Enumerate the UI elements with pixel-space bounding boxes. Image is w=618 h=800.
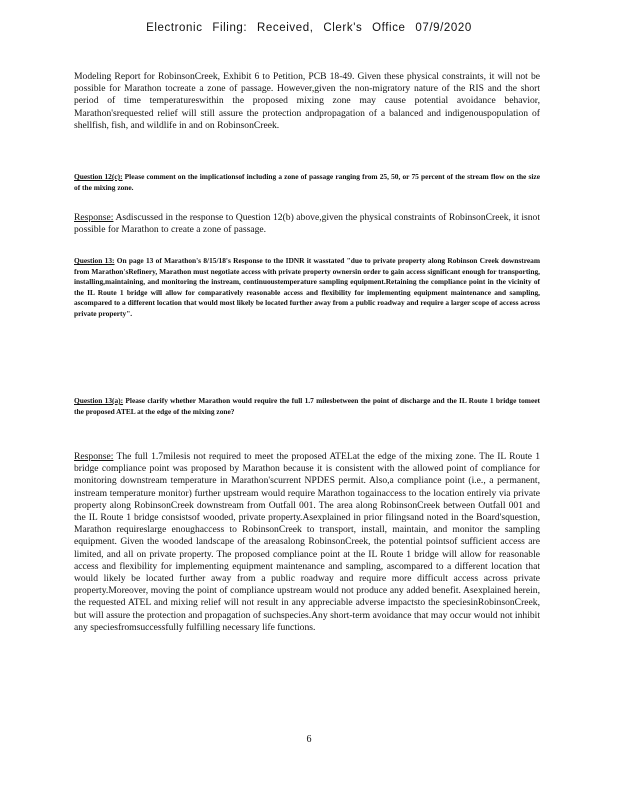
response-12c bbox=[74, 212, 540, 236]
response-13a bbox=[74, 451, 540, 634]
question-12c-text: Please comment on the implicationsof including a zone of passage ranging from 25, 50, or 75 percent of the stream flow on the size of the mixing zone. bbox=[74, 172, 540, 192]
intro-paragraph bbox=[74, 71, 540, 132]
question-13a-text: Please clarify whether Marathon would require the full 1.7 milesbetween the point of discharge and the IL Route 1 bridge tomeet the proposed ATEL at the edge of the mixing zone? bbox=[74, 396, 540, 416]
response-13a-text: The full 1.7milesis not required to meet the proposed ATELat the edge of the mixing zone. The IL Route 1 bridge compliance point was proposed by Marathon because it is consistent with the allowed point of compliance for monitoring downstream temperature in Marathon'scurrent NPDES permit. Also,a compliance point (i.e., a permanent, instream temperature monitor) further upstream would require Marathon togainaccess to the location entirely via private property along RobinsonCreek downstream from Outfall 001. The area along RobinsonCreek between Outfall 001 and the IL Route 1 bridge consistsof wooded, private property.Asexplained in prior filingsand noted in the Board'squestion, Marathon requireslarge enoughaccess to RobinsonCreek to transport, install, maintain, and monitor the sampling equipment. Given the wooded landscape of the areasalong RobinsonCreek, the potential pointsof sufficient access are limited, and all on private property. The proposed compliance point at the IL Route 1 bridge will allow for reasonable access and flexibility for implementing equipment maintenance and sampling, ascompared to a different location that would likely be located further away from a public roadway and require more difficult access across private property.Moreover, moving the point of compliance upstream would not produce any added benefit. Asexplained herein, the requested ATEL and mixing relief will not result in any appreciable adverse impactsto the speciesinRobinsonCreek, but will assure the protection and propagation of suchspecies.Any short-term avoidance that may occur would not inhibit any speciesfromsuccessfully fulfilling necessary life functions. bbox=[74, 451, 540, 633]
question-13-text: On page 13 of Marathon's 8/15/18's Response to the IDNR it wasstated "due to private property along Robinson Creek downstream from Marathon'sRefinery, Marathon must negotiate access with private property ownersin order to gain access significant enough for transporting, installing,maintaining, and monitoring the instream, continuoustemperature sampling equipment.Retaining the compliance point in the vicinity of the IL Route 1 bridge will allow for comparatively reasonable access and flexibility for implementing equipment maintenance and sampling, ascompared to a different location that would most likely be located further away from a public roadway and require a larger scope of access across private property". bbox=[74, 256, 540, 318]
intro-text: Modeling Report for RobinsonCreek, Exhibit 6 to Petition, PCB 18-49. Given these physical constraints, it will not be possible for Marathon tocreate a zone of passage. However,given the non-migratory nature of the RIS and the short period of time temperatureswithin the proposed mixing zone may cause potential avoidance behavior, Marathon'srequested relief will still assure the protection andpropagation of a balanced and indigenouspopulation of shellfish, fish, and wildlife in and on RobinsonCreek. bbox=[74, 71, 540, 131]
question-13-label: Question 13: bbox=[74, 256, 115, 265]
question-13a bbox=[74, 396, 540, 417]
response-12c-label: Response: bbox=[74, 212, 114, 223]
response-12c-text: Asdiscussed in the response to Question 12(b) above,given the physical constraints of RobinsonCreek, it isnot possible for Marathon to create a zone of passage. bbox=[74, 212, 541, 236]
response-13a-label: Response: bbox=[74, 451, 114, 462]
question-13a-label: Question 13(a): bbox=[74, 396, 124, 405]
question-12c bbox=[74, 172, 540, 193]
question-13 bbox=[74, 256, 540, 320]
filing-header: Electronic Filing: Received, Clerk's Office 07/9/2020 bbox=[146, 22, 472, 34]
page-number: 6 bbox=[306, 734, 312, 745]
question-12c-label: Question 12(c): bbox=[74, 172, 123, 181]
